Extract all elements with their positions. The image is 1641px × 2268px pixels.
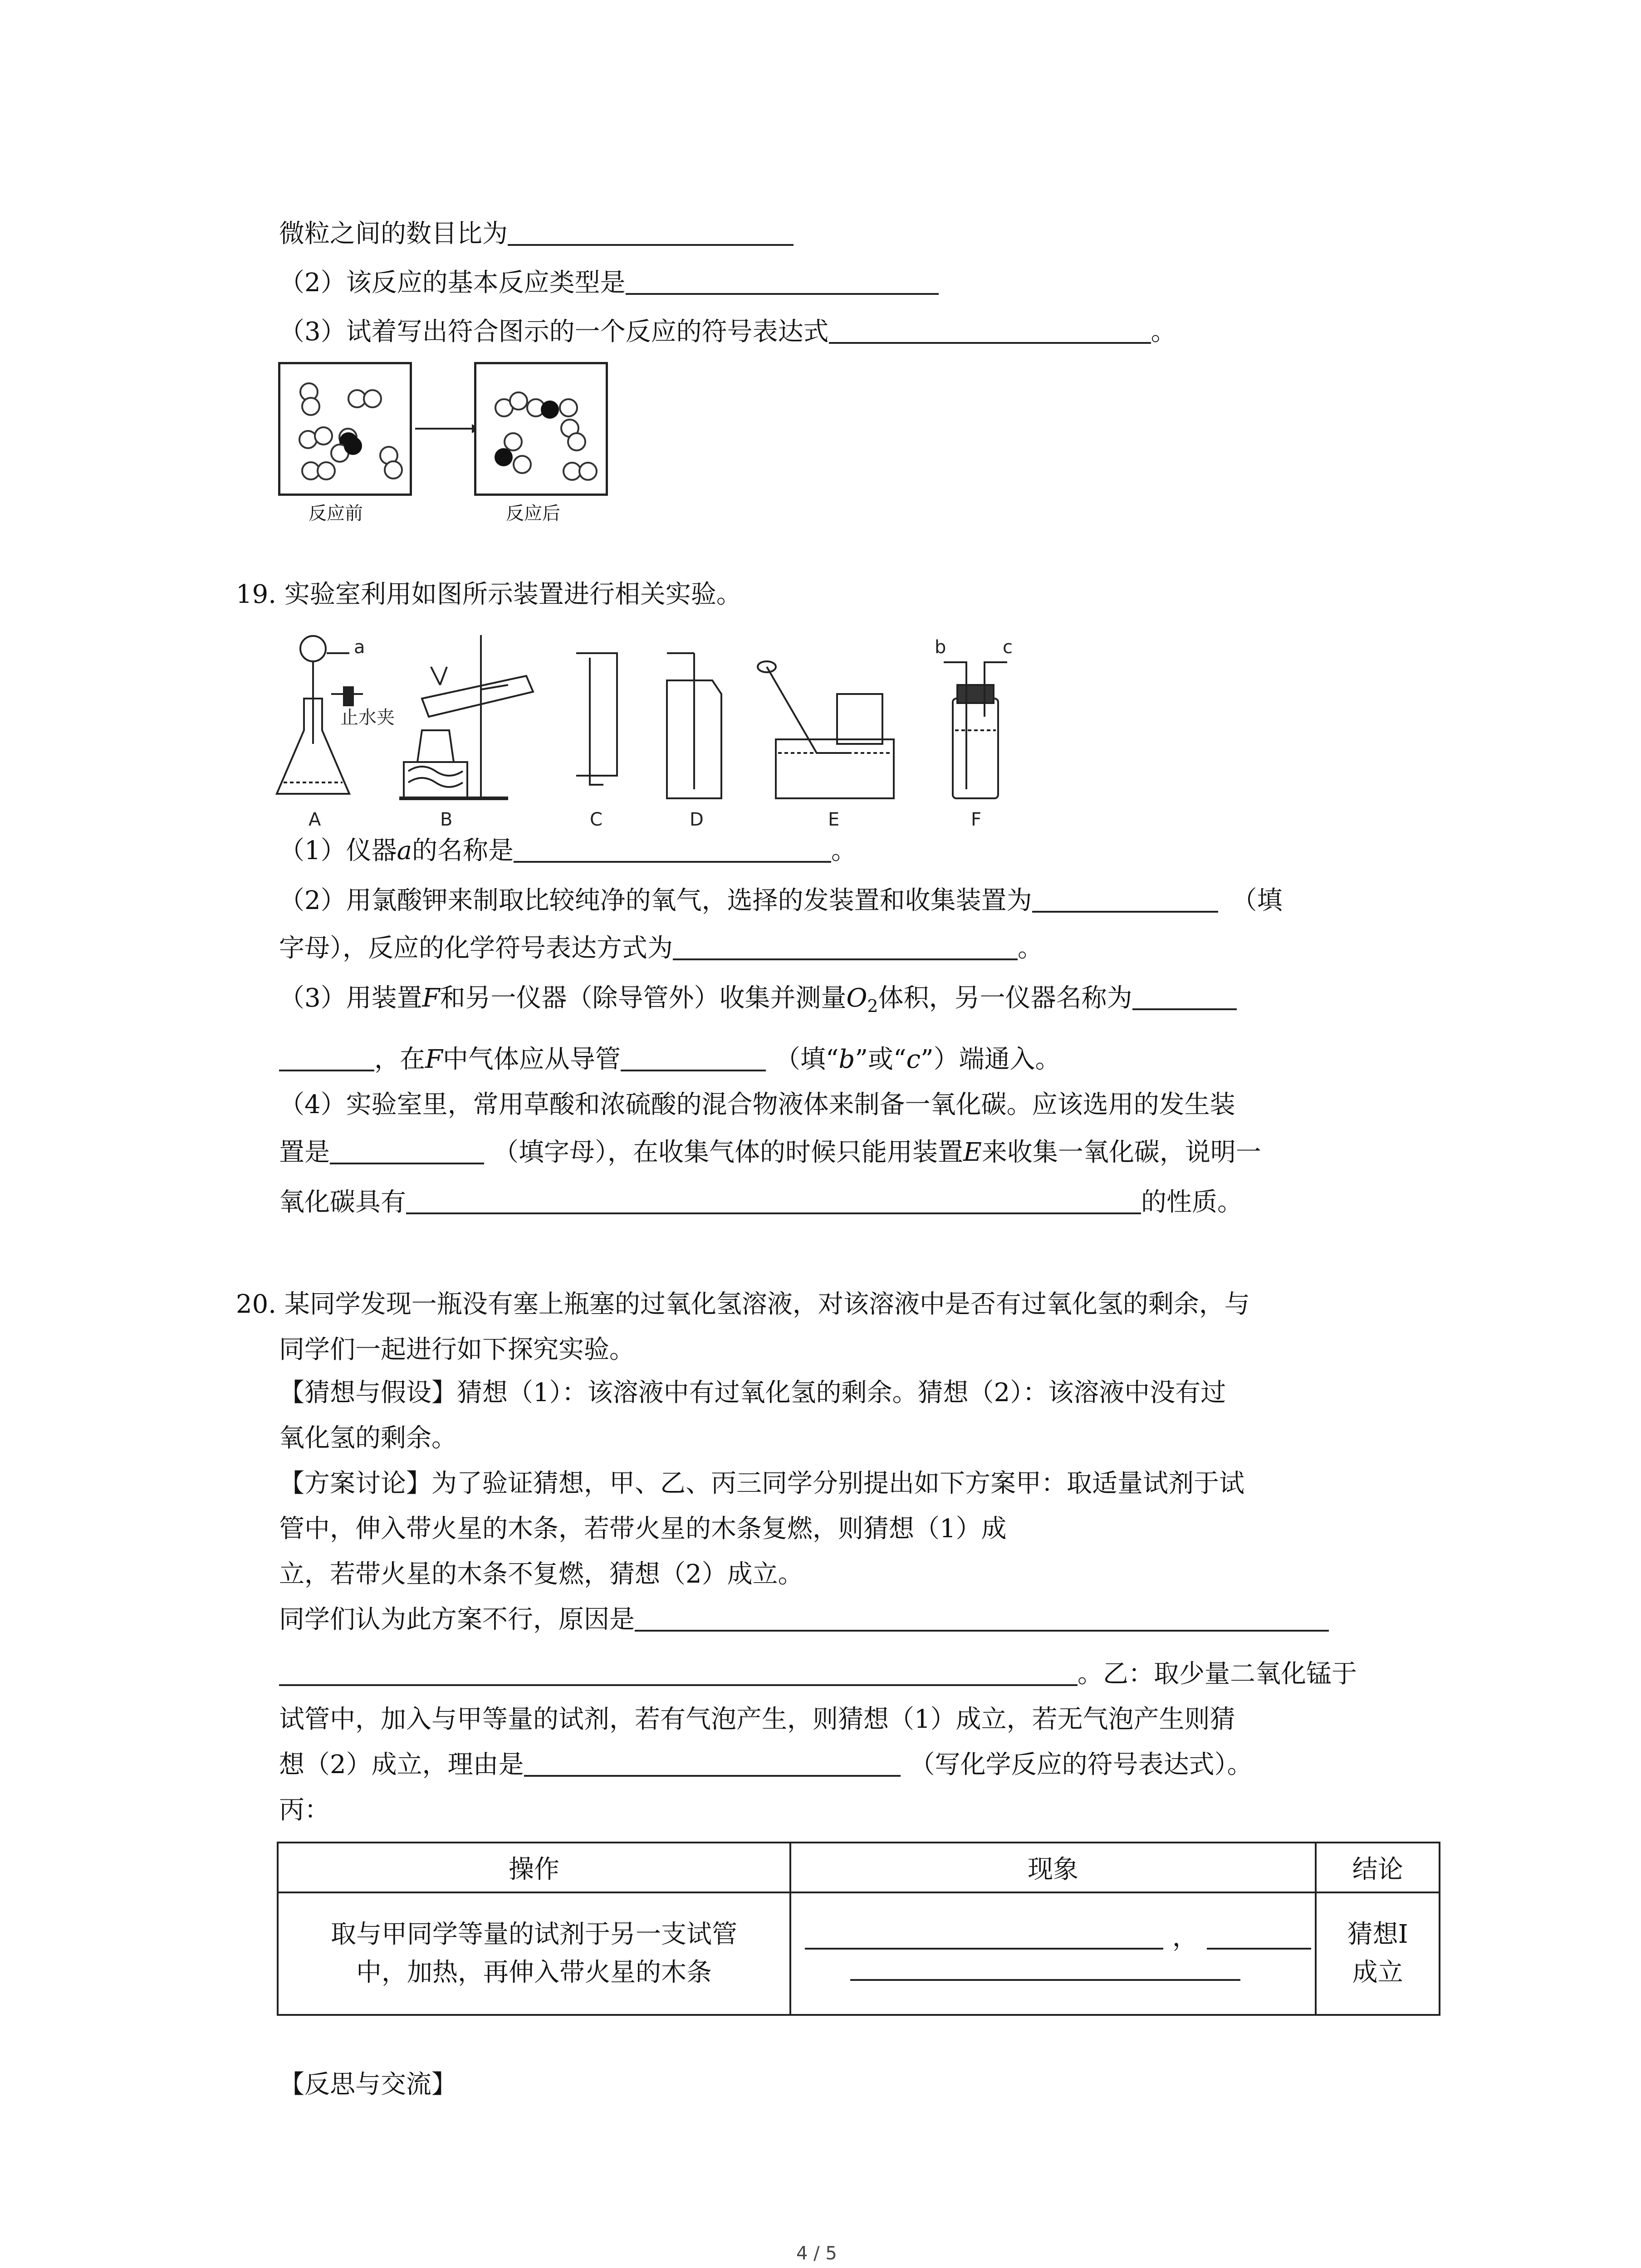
- answer-blank[interactable]: [524, 1750, 901, 1777]
- apparatus-F: [944, 662, 1007, 798]
- q19-part2-line1: （2）用氯酸钾来制取比较纯净的氧气，选择的发装置和收集装置为 （填: [279, 886, 1283, 915]
- label-F: F: [971, 809, 982, 830]
- label-clamp: 止水夹: [340, 707, 395, 728]
- q20-line4: 氧化氢的剩余。: [279, 1423, 457, 1453]
- experiment-table: [277, 1842, 1440, 2016]
- answer-blank[interactable]: [626, 268, 939, 295]
- cell-operation: 取与甲同学等量的试剂于另一支试管 中，加热，再伸入带火星的木条: [278, 1892, 790, 2015]
- apparatus-C: [576, 653, 617, 785]
- q20-line6: 管中，伸入带火星的木条，若带火星的木条复燃，则猜想（1）成: [279, 1514, 1007, 1544]
- q20-line7: 立，若带火星的木条不复燃，猜想（2）成立。: [279, 1559, 803, 1589]
- cell-phenomenon: ，: [790, 1892, 1316, 2015]
- answer-blank[interactable]: [279, 1659, 1078, 1686]
- answer-blank[interactable]: [673, 933, 1018, 960]
- header-conclusion: 结论: [1316, 1843, 1440, 1892]
- label-E: E: [828, 809, 840, 830]
- q20-hypothesis: 【猜想与假设】猜想（1）：该溶液中有过氧化氢的剩余。猜想（2）：该溶液中没有过: [279, 1378, 1226, 1408]
- answer-blank[interactable]: [1207, 1922, 1311, 1950]
- q18-ratio-line: 微粒之间的数目比为: [279, 218, 794, 251]
- apparatus-B: [399, 635, 533, 798]
- q20-line11: 想（2）成立，理由是 （写化学反应的符号表达式）。: [279, 1750, 1253, 1779]
- q19-part3-line2: ，在F中气体应从导管 （填“b”或“c”）端通入。: [279, 1043, 1061, 1076]
- q19-part4-line3: 氧化碳具有 的性质。: [279, 1188, 1243, 1217]
- label-C: C: [590, 809, 603, 830]
- label-A: A: [309, 809, 321, 830]
- q19-part2-line2: 字母），反应的化学符号表达方式为 。: [279, 934, 1043, 963]
- label-before: 反应前: [309, 503, 363, 524]
- page-number: 4 / 5: [796, 2243, 837, 2264]
- header-operation: 操作: [278, 1843, 790, 1892]
- answer-blank[interactable]: [621, 1044, 766, 1071]
- answer-blank[interactable]: [1132, 983, 1237, 1010]
- q20-plan: 【方案讨论】为了验证猜想，甲、乙、丙三同学分别提出如下方案甲：取适量试剂于试: [279, 1469, 1244, 1498]
- label-B: B: [440, 809, 453, 830]
- q18-part2: （2）该反应的基本反应类型是: [279, 267, 939, 300]
- label-D: D: [690, 809, 704, 830]
- cell-conclusion: 猜想Ⅰ 成立: [1316, 1892, 1440, 2015]
- before-box: [278, 362, 412, 496]
- answer-blank[interactable]: [279, 1044, 374, 1071]
- q20-line8: 同学们认为此方案不行，原因是: [279, 1603, 1329, 1637]
- reaction-arrow: [413, 420, 481, 438]
- q18-part3: （3）试着写出符合图示的一个反应的符号表达式 。: [279, 317, 1176, 347]
- q19-part3-line1: （3）用装置F和另一仪器（除导管外）收集并测量$O_2$体积，另一仪器名称为: [279, 982, 1237, 1018]
- q20-line12: 丙：: [279, 1795, 330, 1825]
- q19-stem: 19. 实验室利用如图所示装置进行相关实验。: [236, 580, 742, 609]
- label-c: c: [1003, 637, 1013, 658]
- after-box: [474, 362, 608, 496]
- q20-line2: 同学们一起进行如下探究实验。: [279, 1335, 635, 1364]
- answer-blank[interactable]: [635, 1604, 1329, 1632]
- label-after: 反应后: [506, 503, 560, 524]
- q19-part4-line2: 置是 （填字母），在收集气体的时候只能用装置E来收集一氧化碳，说明一: [279, 1138, 1261, 1167]
- q19-part4-line1: （4）实验室里，常用草酸和浓硫酸的混合物液体来制备一氧化碳。应该选用的发生装: [279, 1090, 1235, 1119]
- answer-blank[interactable]: [508, 219, 794, 246]
- q19-part1: （1）仪器a的名称是 。: [279, 836, 857, 865]
- q20-reflection: 【反思与交流】: [279, 2070, 457, 2099]
- answer-blank[interactable]: [805, 1922, 1163, 1950]
- apparatus-D: [667, 653, 721, 798]
- apparatus-figure: [272, 626, 1080, 835]
- answer-blank[interactable]: [514, 836, 831, 863]
- answer-blank[interactable]: [330, 1137, 484, 1164]
- header-phenomenon: 现象: [790, 1843, 1316, 1892]
- apparatus-E: [758, 661, 894, 798]
- answer-blank[interactable]: [850, 1954, 1240, 1981]
- answer-blank[interactable]: [406, 1187, 1141, 1214]
- q20-line9: 。乙：取少量二氧化锰于: [279, 1658, 1357, 1691]
- label-a: a: [354, 637, 365, 658]
- label-b: b: [935, 637, 946, 658]
- answer-blank[interactable]: [1032, 885, 1218, 913]
- reaction-diagram: [277, 361, 622, 533]
- q20-line1: 20. 某同学发现一瓶没有塞上瓶塞的过氧化氢溶液，对该溶液中是否有过氧化氢的剩余，与: [236, 1290, 1250, 1319]
- q20-line10: 试管中，加入与甲等量的试剂，若有气泡产生，则猜想（1）成立，若无气泡产生则猜: [279, 1705, 1235, 1734]
- answer-blank[interactable]: [829, 317, 1151, 344]
